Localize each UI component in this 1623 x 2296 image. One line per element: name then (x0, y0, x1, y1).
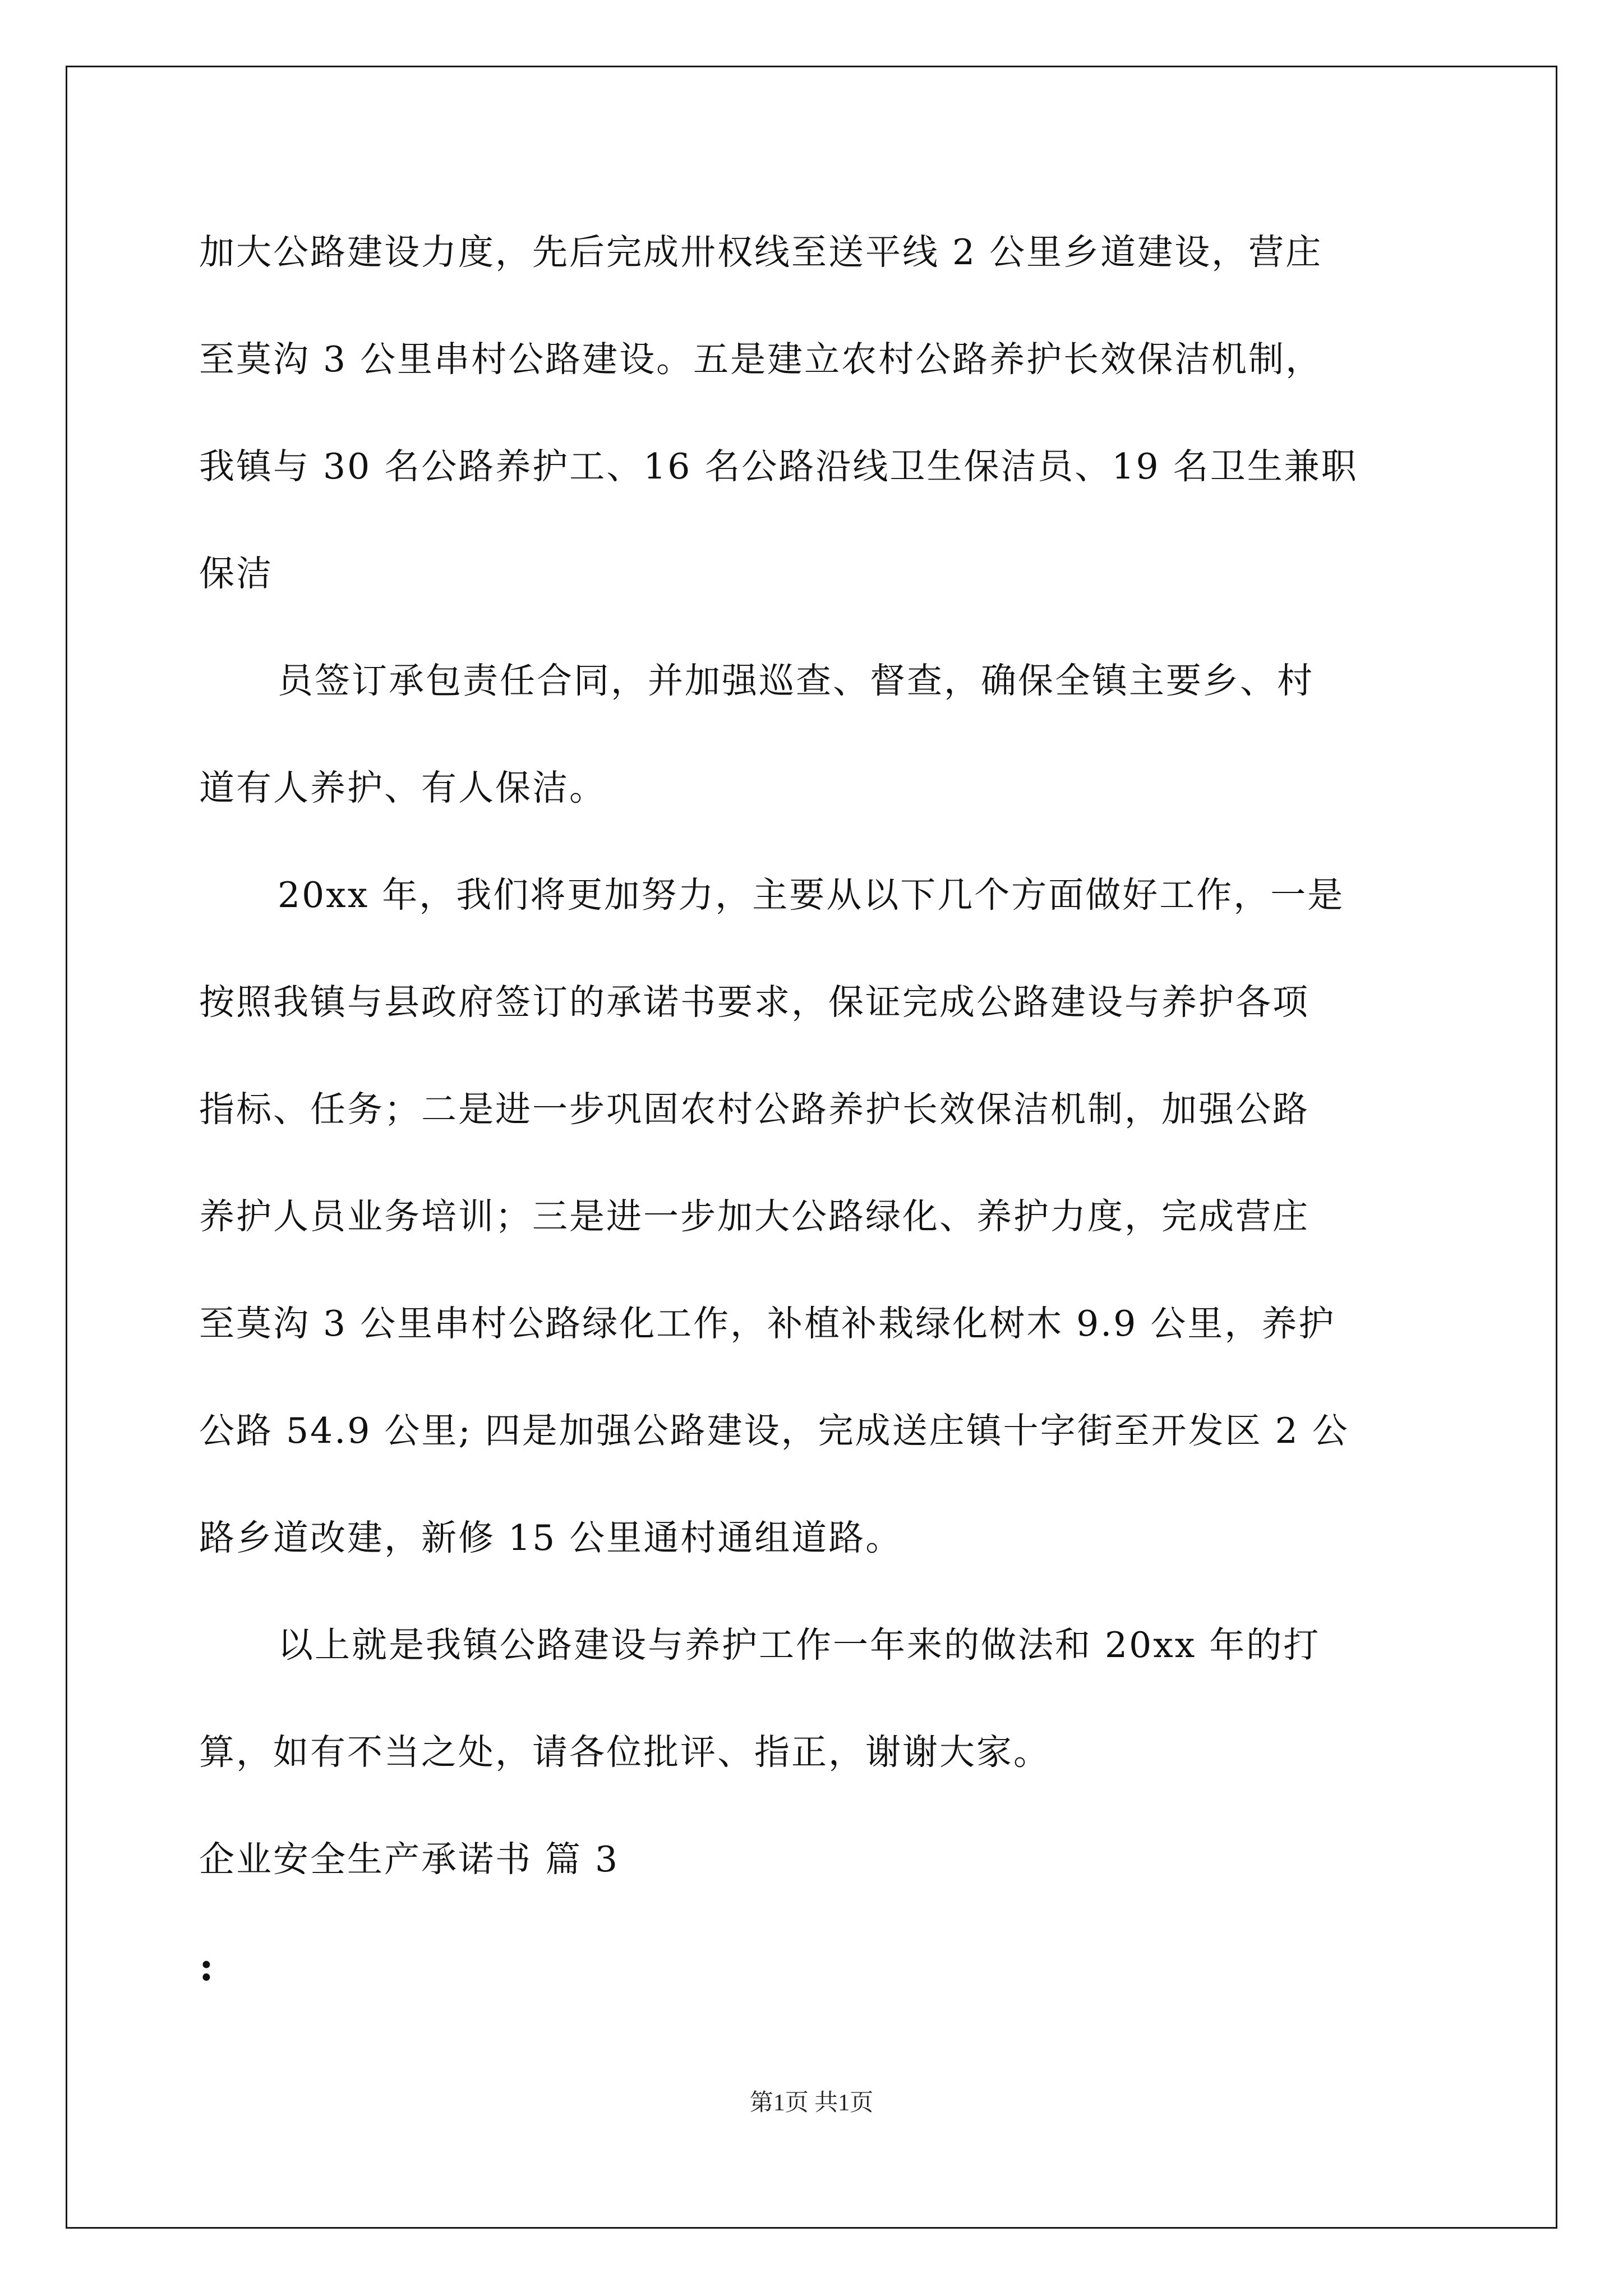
text-line: 20xx 年，我们将更加努力，主要从以下几个方面做好工作，一是 (278, 875, 1345, 915)
section-title: 企业安全生产承诺书 篇 3 (199, 1839, 620, 1880)
text-line: 指标、任务；二是进一步巩固农村公路养护长效保洁机制，加强公路 (199, 1089, 1310, 1130)
text-line: 员签订承包责任合同，并加强巡查、督查，确保全镇主要乡、村 (278, 660, 1314, 701)
text-line: 至莫沟 3 公里串村公路建设。五是建立农村公路养护长效保洁机制， (199, 339, 1323, 380)
text-line: 至莫沟 3 公里串村公路绿化工作，补植补栽绿化树木 9.9 公里，养护 (199, 1303, 1336, 1344)
text-line: 公路 54.9 公里; 四是加强公路建设，完成送庄镇十字街至开发区 2 公 (199, 1410, 1349, 1451)
text-line: 道有人养护、有人保洁。 (199, 767, 606, 808)
text-line: 养护人员业务培训；三是进一步加大公路绿化、养护力度，完成营庄 (199, 1196, 1310, 1237)
text-line: 以上就是我镇公路建设与养护工作一年来的做法和 20xx 年的打 (278, 1625, 1321, 1665)
text-line: 加大公路建设力度，先后完成卅权线至送平线 2 公里乡道建设，营庄 (199, 232, 1323, 273)
text-line: 我镇与 30 名公路养护工、16 名公路沿线卫生保洁员、19 名卫生兼职 (199, 446, 1358, 487)
text-line: 按照我镇与县政府签订的承诺书要求，保证完成公路建设与养护各项 (199, 982, 1310, 1023)
text-line: 算，如有不当之处，请各位批评、指正，谢谢大家。 (199, 1732, 1050, 1773)
text-line: 路乡道改建，新修 15 公里通村通组道路。 (199, 1517, 903, 1558)
trailing-colon: : (199, 1943, 215, 1990)
text-line: 保洁 (199, 553, 273, 594)
page-number-footer: 第1页 共1页 (749, 2090, 874, 2116)
document-body (199, 208, 1427, 2029)
